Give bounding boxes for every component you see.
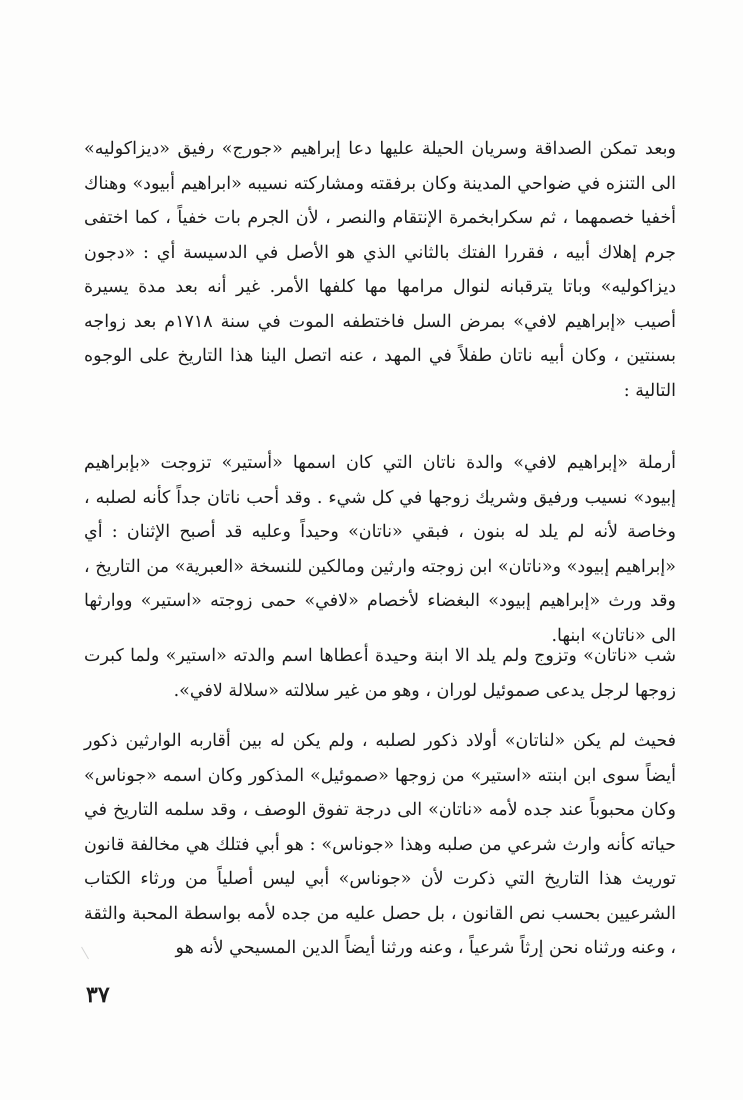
page-number: ٣٧ — [86, 982, 110, 1008]
paragraph-2: أرملة «إبراهيم لافي» والدة ناتان التي كان اسمها «أستير» تزوجت «بإبراهيم إبيود» نسيب ورفيق وشريك زوجها في كل شيء . وقد أحب ناتان جداً كأنه لصلبه ، وخاصة لأنه لم يلد له بنون ، فبقي «ناتان» وحيداً وعليه قد أصبح الإثنان : أي «إبراهيم إبيود» و«ناتان» ابن زوجته وارثين ومالكين للنسخة «العبرية» من التاريخ ، وقد ورث «إبراهيم إبيود» البغضاء لأخصام «لافي» حمى زوجته «استير» ووارثها الى «ناتان» ابنها. — [84, 453, 676, 646]
paragraph-4: فحيث لم يكن «لناتان» أولاد ذكور لصلبه ، ولم يكن له بين أقاربه الوارثين ذكور أيضاً سوى ابن ابنته «استير» من زوجها «صموئيل» المذكور وكان اسمه «جوناس» وكان محبوباً عند جده لأمه «ناتان» الى درجة تفوق الوصف ، وقد سلمه التاريخ في حياته كأنه وارث شرعي من صلبه وهذا «جوناس» : هو أبي فتلك هي مخالفة قانون توريث هذا التاريخ التي ذكرت لأن «جوناس» أبي ليس أصلياً من ورثاء الكتاب الشرعيين بحسب نص القانون ، بل حصل عليه من جده لأمه بواسطة المحبة والثقة ، وعنه ورثناه نحن إرثاً شرعياً ، وعنه ورثنا أيضاً الدين المسيحي لأنه هو — [84, 731, 676, 958]
paragraph-1: وبعد تمكن الصداقة وسريان الحيلة عليها دعا إبراهيم «جورج» رفيق «ديزاكوليه» الى التنزه في ضواحي المدينة وكان برفقته ومشاركته نسيبه «ابراهيم أبيود» وهناك أخفيا خصمهما ، ثم سكرابخمرة الإنتقام والنصر ، لأن الجرم بات خفياً ، كما اختفى جرم إهلاك أبيه ، فقررا الفتك بالثاني الذي هو الأصل في الدسيسة أي : «دجون ديزاكوليه» وباتا يترقبانه لنوال مرامها مها كلفها الأمر. غير أنه بعد مدة يسيرة أصيب «إبراهيم لافي» بمرض السل فاختطفه الموت في سنة ١٧١٨م بعد زواجه بسنتين ، وكان أبيه ناتان طفلاً في المهد ، عنه اتصل الينا هذا التاريخ على الوجوه التالية : — [84, 139, 676, 401]
paragraph-3: شب «ناتان» وتزوج ولم يلد الا ابنة وحيدة أعطاها اسم والدته «استير» ولما كبرت زوجها لرجل يدعى صموئيل لوران ، وهو من غير سلالته «سلالة لافي». — [84, 646, 676, 701]
